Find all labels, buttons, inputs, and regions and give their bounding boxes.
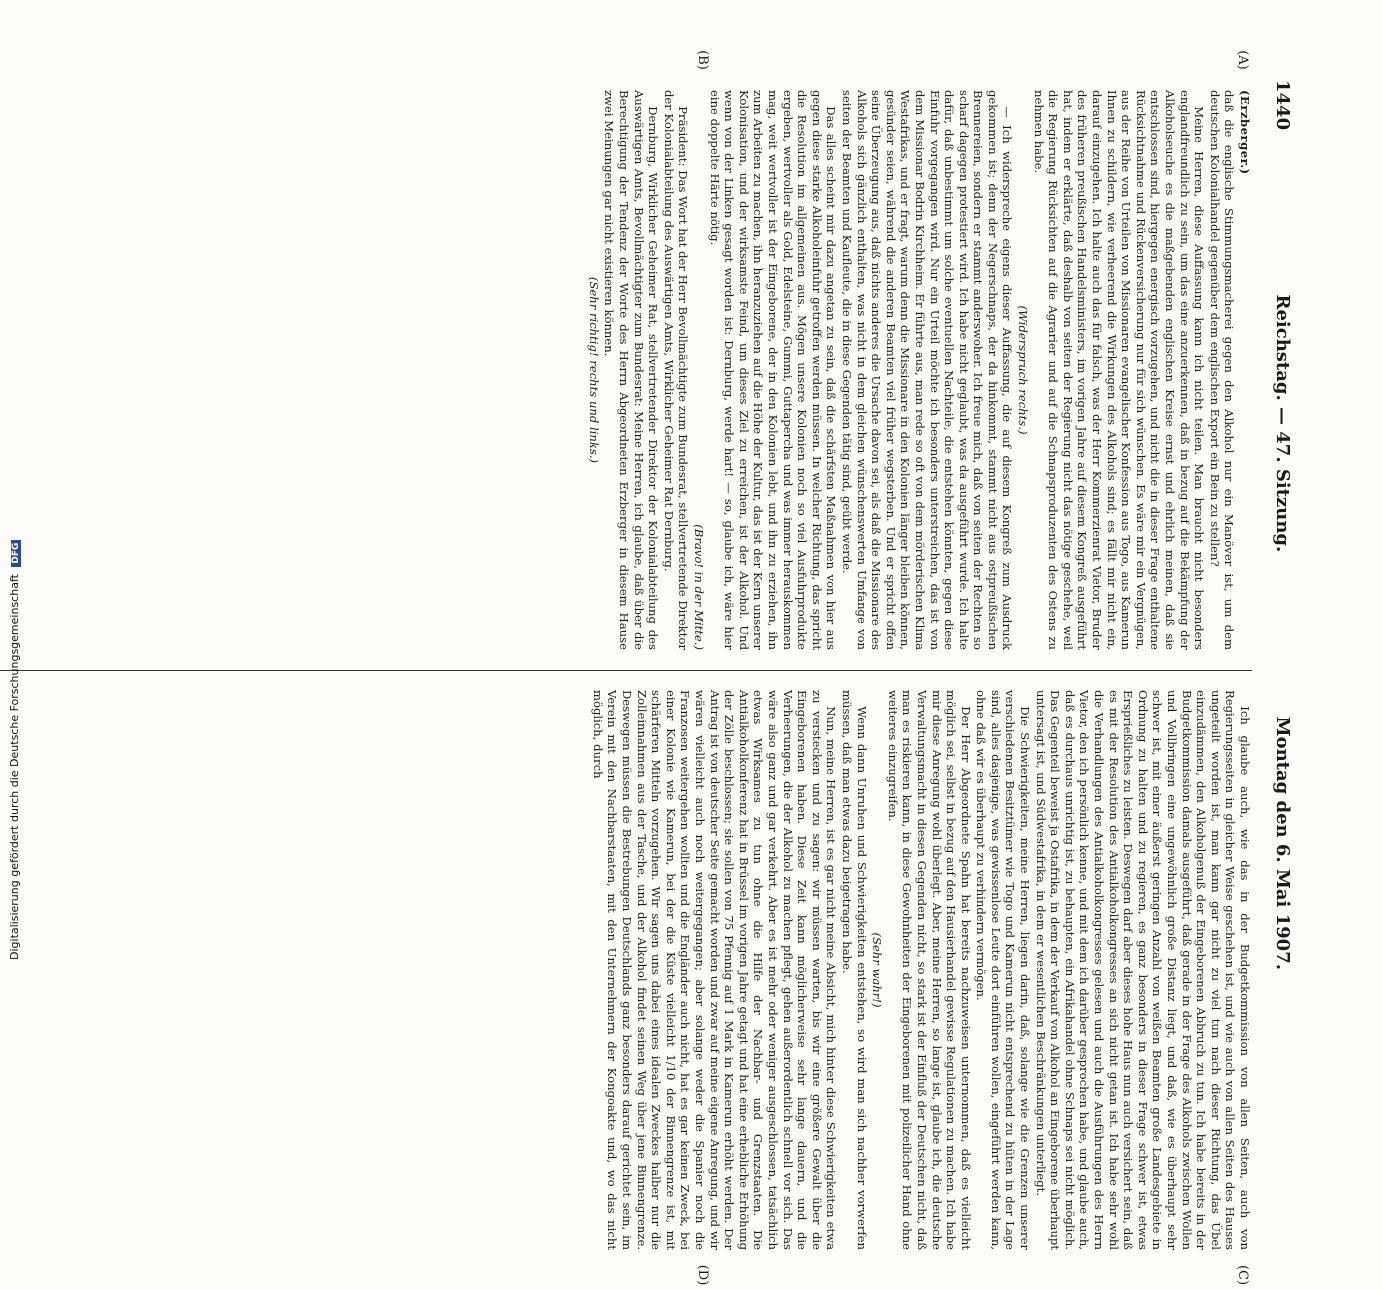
paragraph: Nun, meine Herren, ist es gar nicht meine Absicht, mich hinter diese Schwierigkeiten etwa zu verstecken und zu sagen: wir müssen warten, bis wir eine größere Gewalt über die Eingeborenen haben. Diese Zeit kann möglicherweise sehr lange dauern, und die Verheerungen, die der Alkohol zu machen pflegt, gehen außerordentlich schnell vor sich. Das wäre also ganz und gar verkehrt. Aber es ist mehr oder weniger ausgeschlossen, tatsächlich etwas Wirksames zu tun ohne die Hilfe der Nachbar- und Grenzstaaten. Die Antialkoholkonferenz hat in Brüssel im vorigen Jahre getagt und hat eine erhebliche Erhöhung der Zölle beschlossen; sie sollen von 75 Pfennig auf 1 Mark in Kamerun erhöht werden. Der Antrag ist von deutscher Seite gemacht worden und zwar auf meine eigene Anregung, und wir wären vielleicht auch noch weitergegangen; aber solange weder die Spanier noch die Franzosen weitergehen wollten und die Engländer auch nicht, hat es gar keinen Zweck, bei einer Kolonie wie Kamerun, bei der die Küste vielleicht 1/10 der Binnengrenze ist, mit schärferen Mitteln vorzugehen. Wir sagen uns dabei eines idealen Zweckes halber nur die Zolleinnahmen aus der Tasche, und der Alkohol findet seinen Weg über jene Binnengrenze. Deswegen müssen die Bestrebungen Deutschlands ganz besonders darauf gerichtet sein, im Verein mit den Nachbarstaaten, mit den Unternehmern der Kongoakte und, wo das nicht möglich, durch bbox=[590, 690, 839, 1250]
paragraph: — Ich widerspreche eigens dieser Auffassung, die auf diesem Kongreß zum Ausdruck gekommen ist; denn der Negerschnaps, der da hinkommt, stammt nicht aus ostpreußischen Brennereien, sondern er stammt anderswoher. Ich freue mich, daß von seiten der Rechten so scharf dagegen protestiert wird. Ich habe nicht geglaubt, was da ausgeführt wurde. Ich halte dafür, daß unbestimmt um solche eventuellen Nachteile, die entstehen könnten, gegen diese Einfuhr vorgegangen wird. Nur ein Urteil möchte ich besonders unterstreichen, das ist von dem Missionar Bodrin Kirchheim. Er führte aus, man rede so oft von dem mörderischen Klima Westafrikas, und er fragt, warum denn die Missionare in den Kolonien länger bleiben können, gesünder seien, während die anderen Beamten viel früher wegsterben. Und er spricht offen seine Überzeugung aus, daß nichts anderes die Ursache davon sei, als daß die Missionare des Alkohols sich gänzlich enthalten, was nicht in dem gleichen wünschenswerten Umfange von seiten der Beamten und Kaufleute, die in diese Gegenden tätig sind, geübt werde. bbox=[839, 90, 1015, 650]
margin-marker-a: (A) bbox=[1235, 50, 1250, 70]
interjection: (Bravo! in der Mitte.) bbox=[692, 524, 707, 650]
paragraph: daß die englische Stimmungsmacherei gegen den Alkohol nur ein Manöver ist, um dem deutschen Kolonialhandel gegenüber dem englischen Export ein Bein zu stellen? bbox=[1207, 90, 1237, 650]
digitization-text: Digitalisierung gefördert durch die Deutsche Forschungsgemeinschaft bbox=[8, 574, 21, 960]
margin-marker-c: (C) bbox=[1235, 1264, 1250, 1286]
text-column-left bbox=[0, 90, 1252, 650]
page-title: Reichstag. — 47. Sitzung. bbox=[1272, 294, 1294, 553]
interjection: (Sehr richtig! rechts und links.) bbox=[586, 276, 601, 464]
paragraph: Präsident: Das Wort hat der Herr Bevollmächtigte zum Bundesrat, stellvertretende Direktor der Kolonialabteilung des Auswärtigen Amts, Wirklicher Geheimer Rat Dernburg. bbox=[661, 90, 691, 650]
interjection: (Sehr wahr!) bbox=[870, 932, 885, 1008]
paragraph: Meine Herren, diese Auffassung kann ich nicht teilen. Man braucht nicht besonders englandfreundlich zu sein, um das eine anzuerkennen, daß in bezug auf die Bekämpfung der Alkoholseuche es die maßgebenden englischen Kreise ernst und ehrlich meinen, daß sie entschlossen sind, hiergegen energisch vorzugehen, und nicht die in dieser Frage enthaltene Rücksichtnahme und Rückenversicherung nur für sich wünschen. Es wäre mir ein Vergnügen, aus der Reihe von Urteilen von Missionaren evangelischer Konfession aus Togo, aus Kamerun Ihnen zu schildern, wie verheerend die Wirkungen des Alkohols sind; es fällt mir nicht ein, darauf einzugehen. Ich halte auch das für falsch, was der Herr Kommerzienrat Vietor, Bruder des früheren preußischen Handelsministers, im vorigen Jahre auf diesem Kongreß ausgeführt hat, indem er erklärte, daß deshalb von seiten der Regierung nicht das nötige geschehe, weil die Regierung Rücksichten auf die Agrarier und auf die Schnapsproduzenten des Ostens zu nehmen habe. bbox=[1031, 90, 1207, 650]
dfg-logo-icon: DFG bbox=[11, 540, 21, 567]
interjection: (Widerspruch rechts.) bbox=[1016, 305, 1031, 435]
paragraph: Die Schwierigkeiten, meine Herren, liegen darin, daß, solange wie die Grenzen unserer verschiedenen Besitztümer wie Togo und Kamerun nicht entsprechend zu hüten in der Lage sind, alles dasjenige, was gewissenlose Leute dort einführen wollen, eingeführt werden kann, ohne daß wir es überhaupt zu verhindern vermögen. bbox=[974, 690, 1033, 1250]
paragraph: Der Herr Abgeordnete Spahn hat bereits nachzuweisen unternommen, daß es vielleicht möglich sei, selbst in bezug auf den Hausierhandel gewisse Regulationen zu machen. Ich habe mir diese Anregung wohl überlegt. Aber, meine Herren, so lange ist, glaube ich, die deutsche Verwaltungsmacht in diesen Gegenden nicht, so stark ist der Einfluß der Deutschen nicht, daß man es riskieren kann, in diese Gewohnheiten der Eingeborenen mit polizeilicher Hand ohne weiteres einzugreifen. bbox=[885, 690, 973, 1250]
margin-marker-b: (B) bbox=[695, 50, 710, 70]
margin-marker-d: (D) bbox=[695, 1264, 710, 1286]
digitization-credit bbox=[8, 540, 21, 960]
page-header bbox=[1268, 80, 1298, 970]
page-number: 1440 bbox=[1272, 80, 1294, 131]
paragraph: Das alles scheint mir dazu angetan zu sein, daß die schärfsten Maßnahmen von hier aus gegen diese starke Alkoholeinfuhr getroffen werden müssen. In welcher Richtung, das spricht die Resolution im allgemeinen aus. Mögen unsere Kolonien noch so viel Ausfuhrprodukte ergeben, wertvoller als Gold, Edelsteine, Gummi, Guttapercha und was immer herauskommen mag, weit wertvoller ist der Eingeborene, der in den Kolonien lebt, und ihn zu erziehen, ihn zum Arbeiten zu machen, ihn heranzuziehen auf die Höhe der Kultur, das ist der Kern unserer Kolonisation, und der wirksamste Feind, um dieses Ziel zu erreichen, ist der Alkohol. Und wenn von der Linken gesagt worden ist: Dernburg, werde hart! — so, glaube ich, wäre hier eine doppelte Härte nötig. bbox=[707, 90, 839, 650]
paragraph: Dernburg, Wirklicher Geheimer Rat, stellvertretender Direktor der Kolonialabteilung des Auswärtigen Amts, Bevollmächtigter zum Bundesrat: Meine Herren, ich glaube, daß über die Berechtigung der Tendenz der Worte des Herrn Abgeordneten Erzberger in diesem Hause zwei Meinungen gar nicht existieren können. bbox=[602, 90, 661, 650]
paragraph: (Erzberger.) bbox=[1238, 90, 1252, 175]
column-divider bbox=[0, 670, 1252, 671]
paragraph: Ich glaube auch, wie das in der Budgetkommission von allen Seiten, auch von Regierungsseiten in gleicher Weise geschehen ist, und wie auch von allen Seiten des Hauses ungeteilt worden ist, man kann gar nicht zu viel tun nach dieser Richtung, das Übel einzudämmen, den Alkoholgenuß der Eingeborenen Abbruch zu tun. Ich habe bereits in der Budgetkommission damals ausgeführt, daß gerade in der Frage des Alkohols zwischen Wollen und Vollbringen eine ungewöhnlich große Distanz liegt, und daß, wie es überhaupt sehr schwer ist, mit einer äußerst geringen Anzahl von weißen Beamten große Landesgebiete in Ordnung zu halten und zu regieren, es ganz besonders in dieser Frage schwer ist, etwas Ersprießliches zu leisten. Deswegen darf aber dieses hohe Haus nun auch versichert sein, daß es mit der Resolution des Antialkoholkongresses an sich nicht getan ist. Ich habe sehr wohl die Verhandlungen des Antialkoholkongresses gelesen und auch die Ausführungen des Herrn Vietor, den ich persönlich kenne, und mit dem ich darüber gesprochen habe, und glaube auch, daß es durchaus unrichtig ist, zu behaupten, ein Afrikahandel ohne Schnaps sei nicht möglich. Das Gegenteil beweist ja Ostafrika, in dem der Verkauf von Alkohol an Eingeborene überhaupt untersagt ist, und Südwestafrika, in dem er wesentlichen Beschränkungen unterliegt. bbox=[1033, 690, 1252, 1250]
text-column-right bbox=[0, 690, 1252, 1250]
paragraph: Wenn dann Unruhen und Schwierigkeiten entstehen, so wird man sich nachher vorwerfen müssen, daß man etwas dazu beigetragen habe. bbox=[839, 690, 869, 1250]
page-date: Montag den 6. Mai 1907. bbox=[1272, 716, 1294, 970]
